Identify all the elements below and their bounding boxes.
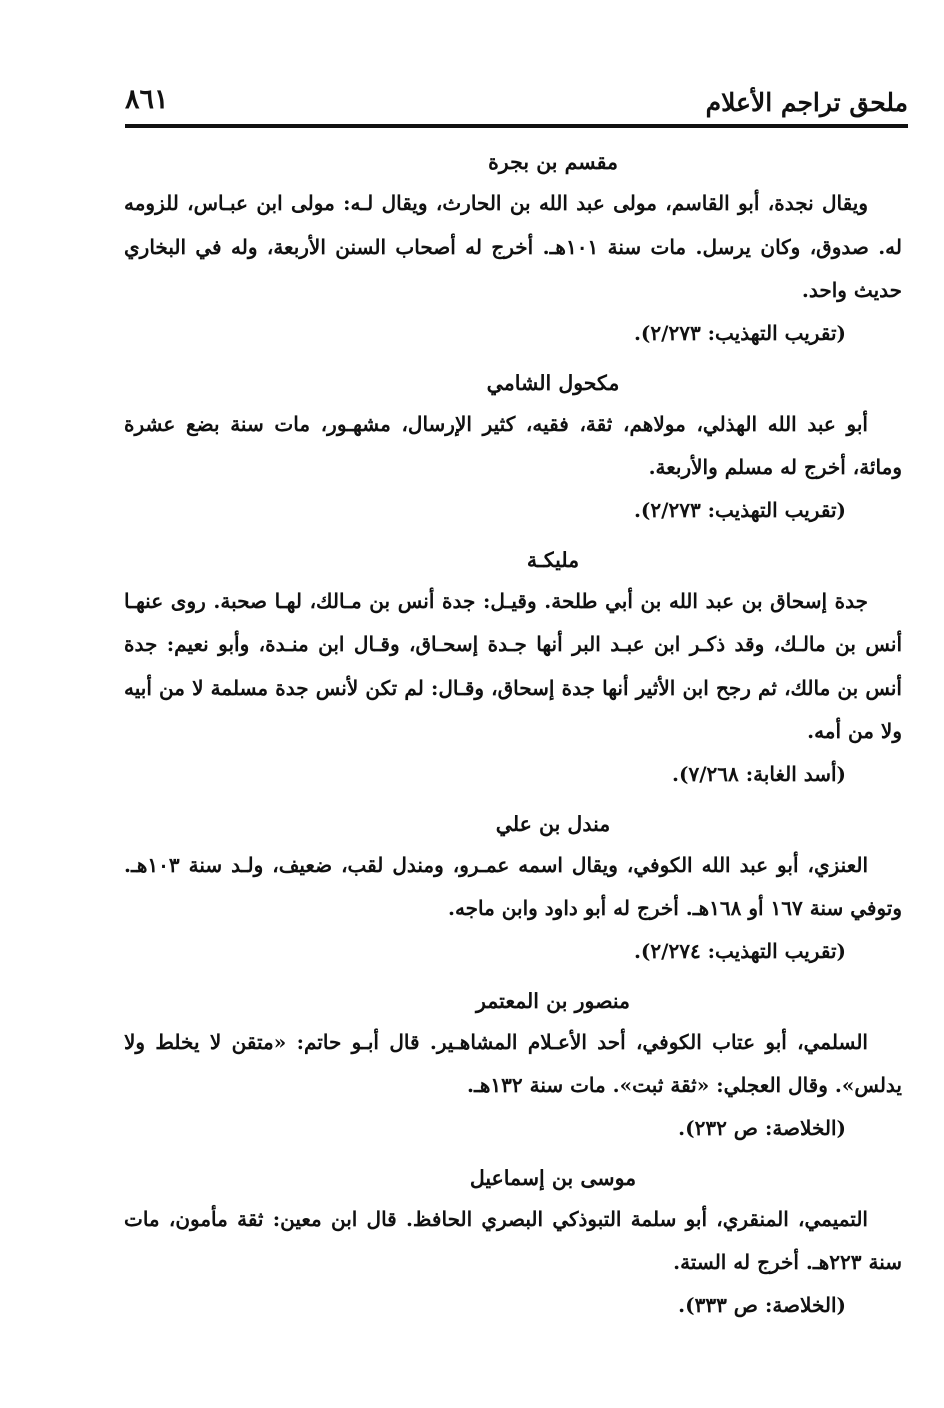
biography-entry [124, 985, 902, 1148]
header-rule [125, 124, 908, 128]
entry-body [124, 1021, 902, 1108]
biography-entry [124, 146, 902, 353]
entry-body-text: أبو عبد الله الهذلي، مولاهم، ثقة، فقيه، كثير الإرسال، مشهـور، مات سنة بضع عشرة ومائة، أخرج له مسلم والأربعة. [124, 411, 902, 479]
entry-body [124, 844, 902, 931]
biography-entry [124, 808, 902, 971]
entry-source: (الخلاصة: ص ٢٣٢). [678, 1115, 846, 1140]
entry-name: موسى بن إسماعيل [469, 1165, 637, 1190]
header-title: ملحق تراجم الأعلام [705, 88, 908, 117]
entry-name: منصور بن المعتمر [475, 988, 631, 1013]
entry-body [124, 1198, 902, 1285]
biographies-list [124, 146, 902, 1339]
entry-body-text: العنزي، أبو عبد الله الكوفي، ويقال اسمه عمـرو، ومندل لقب، ضعيف، ولـد سنة ١٠٣هـ. وتوفي سنة ١٦٧ أو ١٦٨هـ. أخرج له أبو داود وابن ماجه. [124, 852, 902, 920]
entry-body-text: التميمي، المنقري، أبو سلمة التبوذكي البصري الحافظ. قال ابن معين: ثقة مأمون، مات سنة ٢٢٣هـ. أخرج له الستة. [124, 1206, 902, 1274]
entry-body [124, 182, 902, 313]
entry-body-text: ويقال نجدة، أبو القاسم، مولى عبد الله بن الحارث، ويقال لـه: مولى ابن عبـاس، للزومه له. صدوق، وكان يرسل. مات سنة ١٠١هـ. أخرج له أصحاب السنن الأربعة، وله في البخاري حديث واحد. [124, 191, 902, 302]
biography-entry [124, 367, 902, 530]
entry-body [124, 580, 902, 754]
entry-source: (الخلاصة: ص ٣٣٣). [678, 1292, 846, 1317]
entry-body [124, 403, 902, 490]
biography-entry [124, 1162, 902, 1325]
entry-name: مندل بن علي [495, 811, 611, 836]
page-number: ٨٦١ [125, 84, 169, 115]
entry-source: (تقريب التهذيب: ٢/٢٧٤). [633, 938, 846, 963]
entry-name: مليكـة [526, 547, 580, 572]
entry-name: مكحول الشامي [486, 370, 620, 395]
entry-body-text: جدة إسحاق بن عبد الله بن أبي طلحة. وقيـل: جدة أنس بن مـالك، لهـا صحبة. روى عنهـا أنس بن مالـك، وقد ذكـر ابن عبـد البر أنها جـدة إسحـاق، وقـال ابن منـدة، وأبو نعيم: جدة أنس بن مالك، ثم رجح ابن الأثير أنها جدة إسحاق، وقـال: لم تكن لأنس جدة مسلمة لا من أبيه ولا من أمه. [124, 588, 902, 743]
entry-source: (تقريب التهذيب: ٢/٢٧٣). [633, 497, 846, 522]
running-header [125, 80, 908, 128]
entry-source: (تقريب التهذيب: ٢/٢٧٣). [633, 320, 846, 345]
entry-body-text: السلمي، أبو عتاب الكوفي، أحد الأعـلام المشاهـير. قال أبـو حاتم: «متقن لا يخلط ولا يدلس». وقال العجلي: «ثقة ثبت». مات سنة ١٣٢هـ. [124, 1029, 902, 1097]
entry-source: (أسد الغابة: ٧/٢٦٨). [672, 761, 846, 786]
biography-entry [124, 544, 902, 794]
entry-name: مقسم بن بجرة [488, 150, 618, 174]
